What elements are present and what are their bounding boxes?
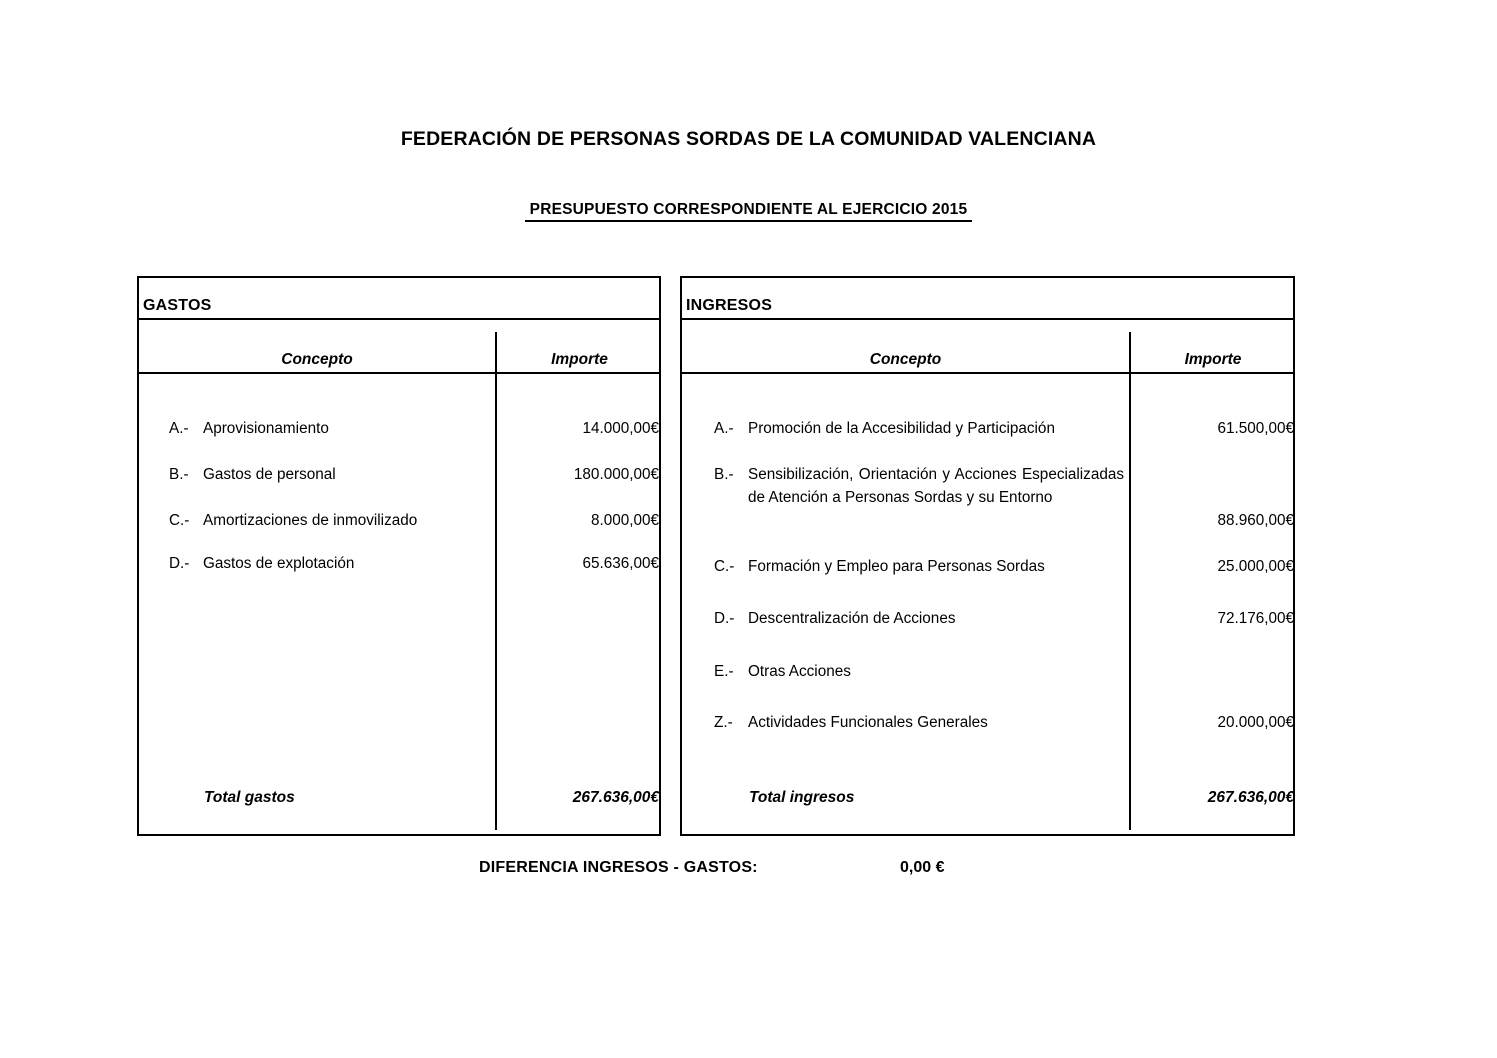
expenses-total-amount: 267.636,00€ <box>572 789 659 806</box>
expenses-row-name: Aprovisionamiento <box>203 420 329 437</box>
income-row-name: Otras Acciones <box>748 663 851 680</box>
income-row-amount: 72.176,00€ <box>1217 610 1294 627</box>
income-row-name: Actividades Funcionales Generales <box>748 714 988 731</box>
income-row-concept <box>714 711 1124 734</box>
income-row-name: Promoción de la Accesibilidad y Participación <box>748 420 1055 437</box>
expenses-row-amount: 14.000,00€ <box>582 420 659 437</box>
income-header-divider <box>1129 332 1131 372</box>
expenses-row-name: Gastos de explotación <box>203 555 355 572</box>
income-row-name: Sensibilización, Orientación y Acciones Especializadas de Atención a Personas Sordas y su Entorno <box>748 466 1124 506</box>
difference-value: 0,00 € <box>900 859 945 876</box>
income-row-name: Formación y Empleo para Personas Sordas <box>748 558 1045 575</box>
expenses-row-concept <box>169 463 489 486</box>
income-row-key: B.- <box>714 466 734 483</box>
difference-label: DIFERENCIA INGRESOS - GASTOS: <box>479 859 758 876</box>
income-total-label: Total ingresos <box>749 789 855 806</box>
income-section-label: INGRESOS <box>686 297 773 314</box>
income-row-concept <box>714 463 1124 509</box>
income-column-headers <box>682 320 1293 374</box>
expenses-row-concept <box>169 552 489 575</box>
expenses-column-headers <box>139 320 659 374</box>
expenses-section-header <box>139 278 659 320</box>
income-row-key: Z.- <box>714 714 733 731</box>
page-subtitle: PRESUPUESTO CORRESPONDIENTE AL EJERCICIO 2015 <box>525 201 973 222</box>
expenses-row-amount: 8.000,00€ <box>590 512 659 529</box>
expenses-row-key: B.- <box>169 466 189 483</box>
page-subtitle-container <box>0 201 1497 222</box>
income-row-amount: 20.000,00€ <box>1217 714 1294 731</box>
income-row-concept <box>714 660 1124 683</box>
income-rows <box>682 374 1293 830</box>
expenses-row-name: Gastos de personal <box>203 466 336 483</box>
expenses-row-key: A.- <box>169 420 189 437</box>
income-header-concept: Concepto <box>869 351 942 368</box>
income-row-concept <box>714 555 1124 578</box>
income-row-key: C.- <box>714 558 735 575</box>
income-body <box>682 374 1293 830</box>
income-row-name: Descentralización de Acciones <box>748 610 956 627</box>
income-row-concept <box>714 607 1124 630</box>
income-row-amount: 88.960,00€ <box>1217 512 1294 529</box>
expenses-rows <box>139 374 659 830</box>
income-row-concept <box>714 417 1124 440</box>
expenses-body <box>139 374 659 830</box>
expenses-row-amount: 65.636,00€ <box>582 555 659 572</box>
income-row-amount: 61.500,00€ <box>1217 420 1294 437</box>
expenses-row-concept <box>169 417 489 440</box>
expenses-header-concept: Concepto <box>281 351 353 368</box>
income-row-key: A.- <box>714 420 734 437</box>
expenses-table <box>137 276 661 836</box>
expenses-row-key: C.- <box>169 512 190 529</box>
income-row-key: D.- <box>714 610 735 627</box>
expenses-row-key: D.- <box>169 555 190 572</box>
income-header-amount: Importe <box>1184 351 1242 368</box>
expenses-section-label: GASTOS <box>143 297 212 314</box>
income-table <box>680 276 1295 836</box>
expenses-row-amount: 180.000,00€ <box>573 466 659 483</box>
income-row-amount: 25.000,00€ <box>1217 558 1294 575</box>
expenses-row-name: Amortizaciones de inmovilizado <box>203 512 418 529</box>
difference-line <box>137 859 1295 885</box>
income-total-amount: 267.636,00€ <box>1207 789 1294 806</box>
expenses-row-concept <box>169 509 489 532</box>
page-title: FEDERACIÓN DE PERSONAS SORDAS DE LA COMUNIDAD VALENCIANA <box>400 128 1097 150</box>
income-row-key: E.- <box>714 663 734 680</box>
budget-tables <box>137 276 1295 836</box>
expenses-header-amount: Importe <box>551 351 608 368</box>
expenses-total-label: Total gastos <box>204 789 295 806</box>
expenses-header-divider <box>495 332 497 372</box>
income-section-header <box>682 278 1293 320</box>
